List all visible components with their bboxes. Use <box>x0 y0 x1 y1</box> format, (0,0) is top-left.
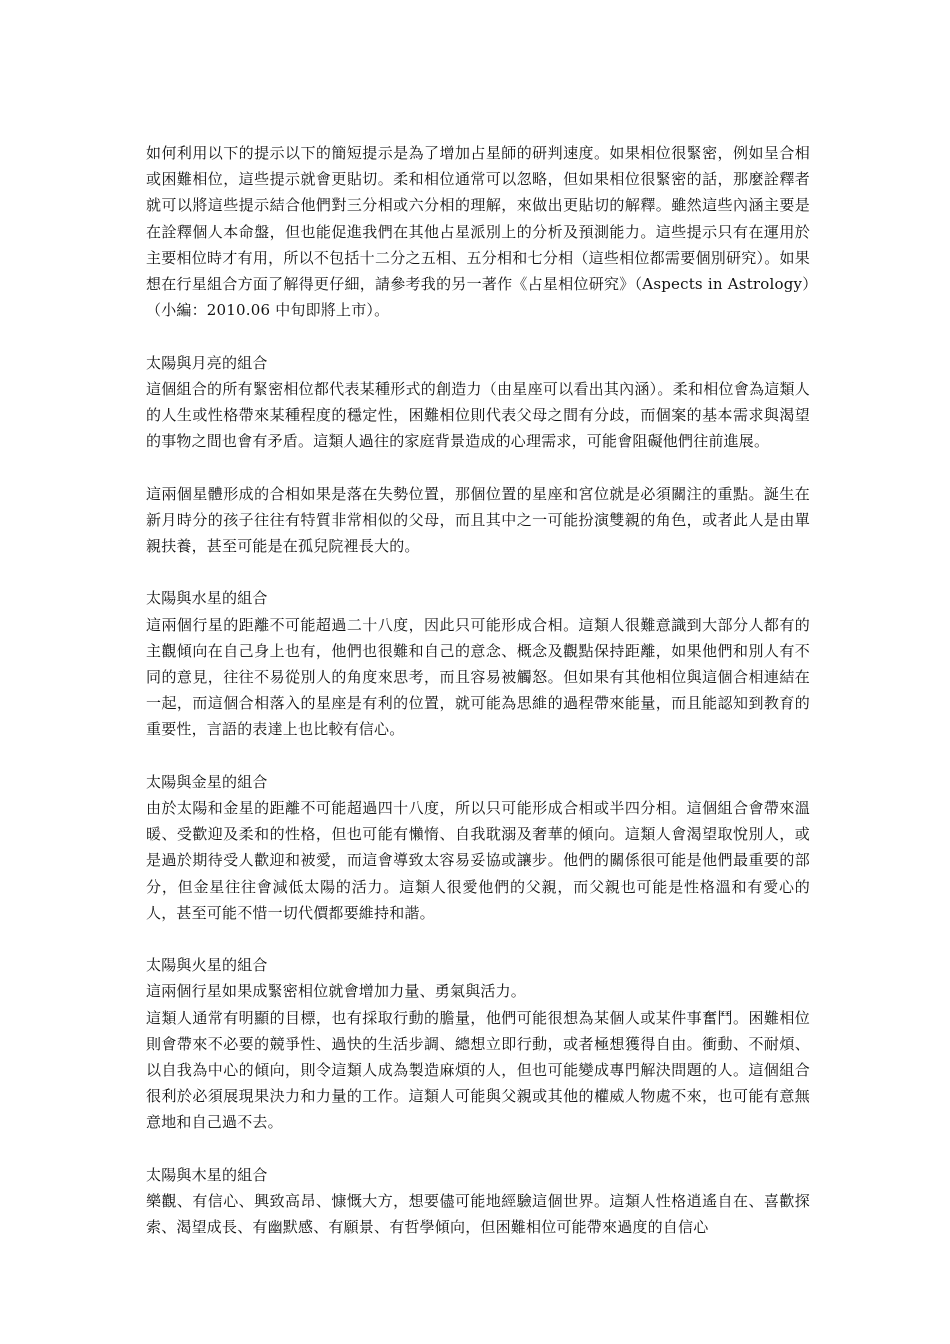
section-heading-sun-mercury: 太陽與水星的組合 <box>146 589 268 608</box>
document-body <box>146 140 810 1240</box>
paragraph-spacer <box>146 1136 810 1162</box>
section-paragraph: 由於太陽和金星的距離不可能超過四十八度，所以只可能形成合相或半四分相。這個組合會帶來溫暖、受歡迎及柔和的性格，但也可能有懶惰、自我耽溺及奢華的傾向。這類人會渴望取悅別人，或是過於期待受人歡迎和被愛，而這會導致太容易妥協或讓步。他們的關係很可能是他們最重要的部分，但金星往往會減低太陽的活力。這類人很愛他們的父親，而父親也可能是性格溫和有愛心的人，甚至可能不惜一切代價都要維持和諧。 <box>146 799 810 922</box>
paragraph-spacer <box>146 743 810 769</box>
paragraph-spacer <box>146 454 810 480</box>
paragraph-spacer <box>146 926 810 952</box>
section-paragraph: 這兩個行星的距離不可能超過二十八度，因此只可能形成合相。這類人很難意識到大部分人都有的主觀傾向在自己身上也有，他們也很難和自己的意念、概念及觀點保持距離，如果他們和別人有不同的意見，往往不易從別人的角度來思考，而且容易被觸怒。但如果有其他相位與這個合相連結在一起，而這個合相落入的星座是有利的位置，就可能為思維的過程帶來能量，而且能認知到教育的重要性，言語的表達上也比較有信心。 <box>146 615 810 739</box>
section-paragraph: 這類人通常有明顯的目標，也有採取行動的膽量，他們可能很想為某個人或某件事奮鬥。困難相位則會帶來不必要的競爭性、過快的生活步調、總想立即行動，或者極想獲得自由。衝動、不耐煩、以自我為中心的傾向，則令這類人成為製造麻煩的人，但也可能變成專門解決問題的人。這個組合很利於必須展現果決力和力量的工作。這類人可能與父親或其他的權威人物處不來，也可能有意無意地和自己過不去。 <box>146 1008 810 1132</box>
section-paragraph: 這兩個星體形成的合相如果是落在失勢位置，那個位置的星座和宮位就是必須關注的重點。誕生在新月時分的孩子往往有特質非常相似的父母，而且其中之一可能扮演雙親的角色，或者此人是由單親扶養，甚至可能是在孤兒院裡長大的。 <box>146 484 810 556</box>
paragraph-spacer <box>146 559 810 585</box>
intro-paragraph: 如何利用以下的提示以下的簡短提示是為了增加占星師的研判速度。如果相位很緊密，例如呈合相或困難相位，這些提示就會更貼切。柔和相位通常可以忽略，但如果相位很緊密的話，那麼詮釋者就可以將這些提示結合他們對三分相或六分相的理解，來做出更貼切的解釋。雖然這些內涵主要是在詮釋個人本命盤，但也能促進我們在其他占星派別上的分析及預測能力。這些提示只有在運用於主要相位時才有用，所以不包括十二分之五相、五分相和七分相（這些相位都需要個別研究）。如果想在行星組合方面了解得更仔細，請參考我的另一著作《占星相位研究》（Aspects in Astrology）（小編：2010.06 中旬即將上市）。 <box>146 144 810 320</box>
section-heading-sun-moon: 太陽與月亮的組合 <box>146 353 268 372</box>
section-paragraph: 這兩個行星如果成緊密相位就會增加力量、勇氣與活力。 <box>146 982 527 1001</box>
section-heading-sun-venus: 太陽與金星的組合 <box>146 772 268 791</box>
section-heading-sun-jupiter: 太陽與木星的組合 <box>146 1165 268 1184</box>
paragraph-spacer <box>146 323 810 349</box>
section-paragraph: 樂觀、有信心、興致高昂、慷慨大方，想要儘可能地經驗這個世界。這類人性格逍遙自在、喜歡探索、渴望成長、有幽默感、有願景、有哲學傾向，但困難相位可能帶來過度的自信心 <box>146 1192 810 1237</box>
section-paragraph: 這個組合的所有緊密相位都代表某種形式的創造力（由星座可以看出其內涵）。柔和相位會為這類人的人生或性格帶來某種程度的穩定性，困難相位則代表父母之間有分歧，而個案的基本需求與渴望的事物之間也會有矛盾。這類人過往的家庭背景造成的心理需求，可能會阻礙他們往前進展。 <box>146 379 810 451</box>
section-heading-sun-mars: 太陽與火星的組合 <box>146 956 268 975</box>
